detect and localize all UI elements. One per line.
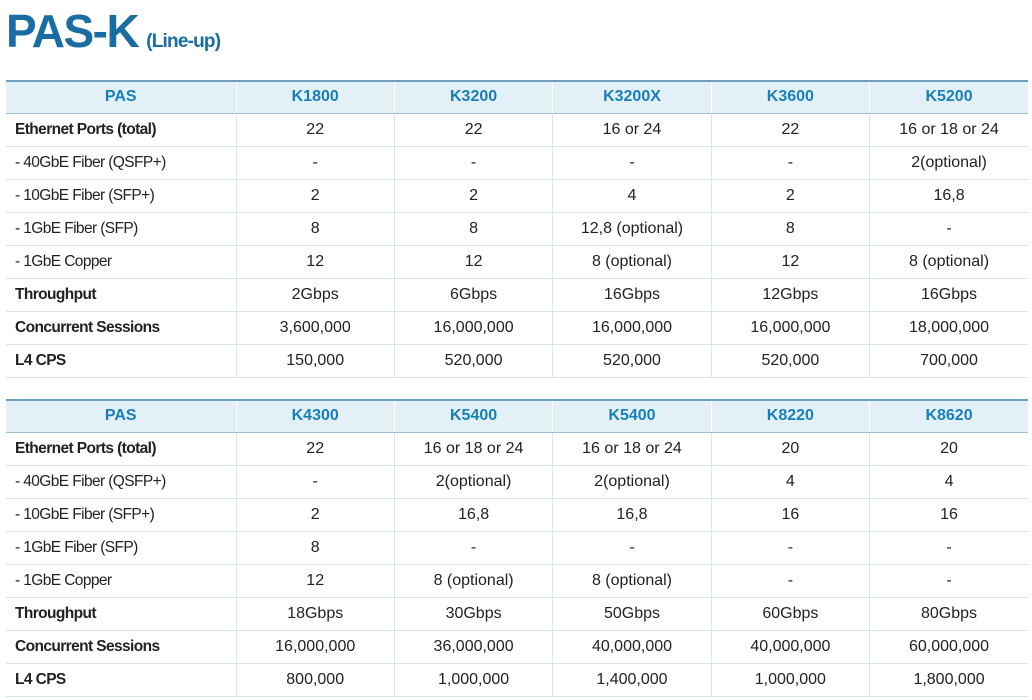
- spec-value-cell: 20: [870, 432, 1028, 465]
- spec-value-cell: 60Gbps: [711, 597, 869, 630]
- header-cell-model: K5200: [870, 81, 1028, 113]
- spec-value-cell: -: [553, 531, 711, 564]
- spec-value-cell: -: [553, 146, 711, 179]
- spec-value-cell: 700,000: [870, 344, 1028, 377]
- spec-value-cell: 2(optional): [394, 465, 552, 498]
- spec-value-cell: 22: [236, 113, 394, 146]
- spec-value-cell: 16,8: [870, 179, 1028, 212]
- spec-value-cell: 3,600,000: [236, 311, 394, 344]
- spec-value-cell: 12: [236, 245, 394, 278]
- table-row: [6, 465, 1028, 498]
- spec-value-cell: 16: [870, 498, 1028, 531]
- header-cell-model: K8620: [870, 400, 1028, 432]
- spec-value-cell: 16,000,000: [394, 311, 552, 344]
- row-label: Concurrent Sessions: [6, 311, 236, 344]
- spec-value-cell: 1,000,000: [711, 663, 869, 696]
- lineup-table-2: [6, 399, 1028, 697]
- row-label: - 40GbE Fiber (QSFP+): [6, 146, 236, 179]
- table-row: [6, 212, 1028, 245]
- spec-value-cell: 2: [236, 498, 394, 531]
- spec-value-cell: 8 (optional): [394, 564, 552, 597]
- spec-value-cell: 8 (optional): [870, 245, 1028, 278]
- row-label: - 1GbE Copper: [6, 564, 236, 597]
- row-label: - 40GbE Fiber (QSFP+): [6, 465, 236, 498]
- spec-value-cell: 8 (optional): [553, 564, 711, 597]
- spec-value-cell: 18,000,000: [870, 311, 1028, 344]
- spec-value-cell: 50Gbps: [553, 597, 711, 630]
- table-row: [6, 344, 1028, 377]
- spec-value-cell: 4: [553, 179, 711, 212]
- spec-value-cell: 2(optional): [870, 146, 1028, 179]
- spec-value-cell: 16,000,000: [553, 311, 711, 344]
- spec-value-cell: 16,8: [394, 498, 552, 531]
- spec-value-cell: 16,8: [553, 498, 711, 531]
- spec-value-cell: 2: [394, 179, 552, 212]
- spec-value-cell: -: [870, 212, 1028, 245]
- table-row: [6, 432, 1028, 465]
- table-row: [6, 498, 1028, 531]
- table-row: [6, 311, 1028, 344]
- spec-value-cell: 800,000: [236, 663, 394, 696]
- spec-value-cell: 16,000,000: [711, 311, 869, 344]
- spec-value-cell: 2: [711, 179, 869, 212]
- page-title-main: PAS-K: [6, 5, 139, 57]
- spec-value-cell: -: [711, 564, 869, 597]
- row-label: Concurrent Sessions: [6, 630, 236, 663]
- page-title: [6, 4, 220, 58]
- spec-value-cell: 12: [236, 564, 394, 597]
- spec-value-cell: 8: [236, 212, 394, 245]
- row-label: Ethernet Ports (total): [6, 432, 236, 465]
- row-label: L4 CPS: [6, 344, 236, 377]
- spec-value-cell: -: [236, 146, 394, 179]
- table-row: [6, 278, 1028, 311]
- spec-value-cell: 18Gbps: [236, 597, 394, 630]
- page-title-subtitle: (Line-up): [146, 31, 221, 52]
- spec-value-cell: -: [236, 465, 394, 498]
- table-row: [6, 179, 1028, 212]
- header-cell-model: K5400: [553, 400, 711, 432]
- header-cell-model: K8220: [711, 400, 869, 432]
- spec-value-cell: -: [394, 146, 552, 179]
- table-row: [6, 245, 1028, 278]
- row-label: - 10GbE Fiber (SFP+): [6, 498, 236, 531]
- spec-value-cell: 16 or 18 or 24: [870, 113, 1028, 146]
- row-label: Ethernet Ports (total): [6, 113, 236, 146]
- spec-value-cell: 1,000,000: [394, 663, 552, 696]
- spec-value-cell: 22: [394, 113, 552, 146]
- header-cell-series: PAS: [6, 400, 236, 432]
- spec-value-cell: -: [711, 531, 869, 564]
- spec-value-cell: 22: [236, 432, 394, 465]
- table-row: [6, 630, 1028, 663]
- spec-value-cell: 40,000,000: [711, 630, 869, 663]
- spec-value-cell: 16Gbps: [553, 278, 711, 311]
- spec-value-cell: 60,000,000: [870, 630, 1028, 663]
- row-label: Throughput: [6, 597, 236, 630]
- spec-value-cell: 150,000: [236, 344, 394, 377]
- table-row: [6, 564, 1028, 597]
- spec-value-cell: 40,000,000: [553, 630, 711, 663]
- spec-value-cell: 4: [870, 465, 1028, 498]
- spec-value-cell: 2: [236, 179, 394, 212]
- spec-value-cell: 22: [711, 113, 869, 146]
- row-label: L4 CPS: [6, 663, 236, 696]
- spec-value-cell: -: [870, 531, 1028, 564]
- spec-value-cell: 8: [236, 531, 394, 564]
- spec-value-cell: -: [711, 146, 869, 179]
- spec-value-cell: 1,800,000: [870, 663, 1028, 696]
- spec-value-cell: 2Gbps: [236, 278, 394, 311]
- row-label: - 1GbE Fiber (SFP): [6, 212, 236, 245]
- lineup-table-1: [6, 80, 1028, 378]
- spec-value-cell: 12: [711, 245, 869, 278]
- spec-value-cell: 1,400,000: [553, 663, 711, 696]
- spec-value-cell: 16 or 18 or 24: [553, 432, 711, 465]
- spec-value-cell: 520,000: [711, 344, 869, 377]
- table-row: [6, 597, 1028, 630]
- spec-value-cell: 520,000: [553, 344, 711, 377]
- spec-value-cell: 16,000,000: [236, 630, 394, 663]
- header-cell-model: K3200X: [553, 81, 711, 113]
- spec-value-cell: 2(optional): [553, 465, 711, 498]
- spec-value-cell: 12,8 (optional): [553, 212, 711, 245]
- table-row: [6, 113, 1028, 146]
- header-cell-model: K1800: [236, 81, 394, 113]
- spec-value-cell: 16 or 24: [553, 113, 711, 146]
- table-row: [6, 531, 1028, 564]
- header-cell-model: K3200: [394, 81, 552, 113]
- spec-value-cell: -: [870, 564, 1028, 597]
- table-header-row: [6, 400, 1028, 432]
- spec-value-cell: 8: [394, 212, 552, 245]
- spec-value-cell: 20: [711, 432, 869, 465]
- spec-value-cell: 520,000: [394, 344, 552, 377]
- header-cell-model: K4300: [236, 400, 394, 432]
- spec-value-cell: -: [394, 531, 552, 564]
- spec-value-cell: 8: [711, 212, 869, 245]
- row-label: - 1GbE Copper: [6, 245, 236, 278]
- header-cell-model: K5400: [394, 400, 552, 432]
- table-row: [6, 146, 1028, 179]
- row-label: Throughput: [6, 278, 236, 311]
- header-cell-model: K3600: [711, 81, 869, 113]
- spec-value-cell: 80Gbps: [870, 597, 1028, 630]
- spec-value-cell: 30Gbps: [394, 597, 552, 630]
- table-header-row: [6, 81, 1028, 113]
- spec-value-cell: 16: [711, 498, 869, 531]
- spec-value-cell: 12: [394, 245, 552, 278]
- table-row: [6, 663, 1028, 696]
- spec-value-cell: 8 (optional): [553, 245, 711, 278]
- spec-value-cell: 4: [711, 465, 869, 498]
- spec-value-cell: 12Gbps: [711, 278, 869, 311]
- spec-value-cell: 6Gbps: [394, 278, 552, 311]
- spec-value-cell: 16 or 18 or 24: [394, 432, 552, 465]
- spec-value-cell: 36,000,000: [394, 630, 552, 663]
- header-cell-series: PAS: [6, 81, 236, 113]
- spec-value-cell: 16Gbps: [870, 278, 1028, 311]
- row-label: - 10GbE Fiber (SFP+): [6, 179, 236, 212]
- row-label: - 1GbE Fiber (SFP): [6, 531, 236, 564]
